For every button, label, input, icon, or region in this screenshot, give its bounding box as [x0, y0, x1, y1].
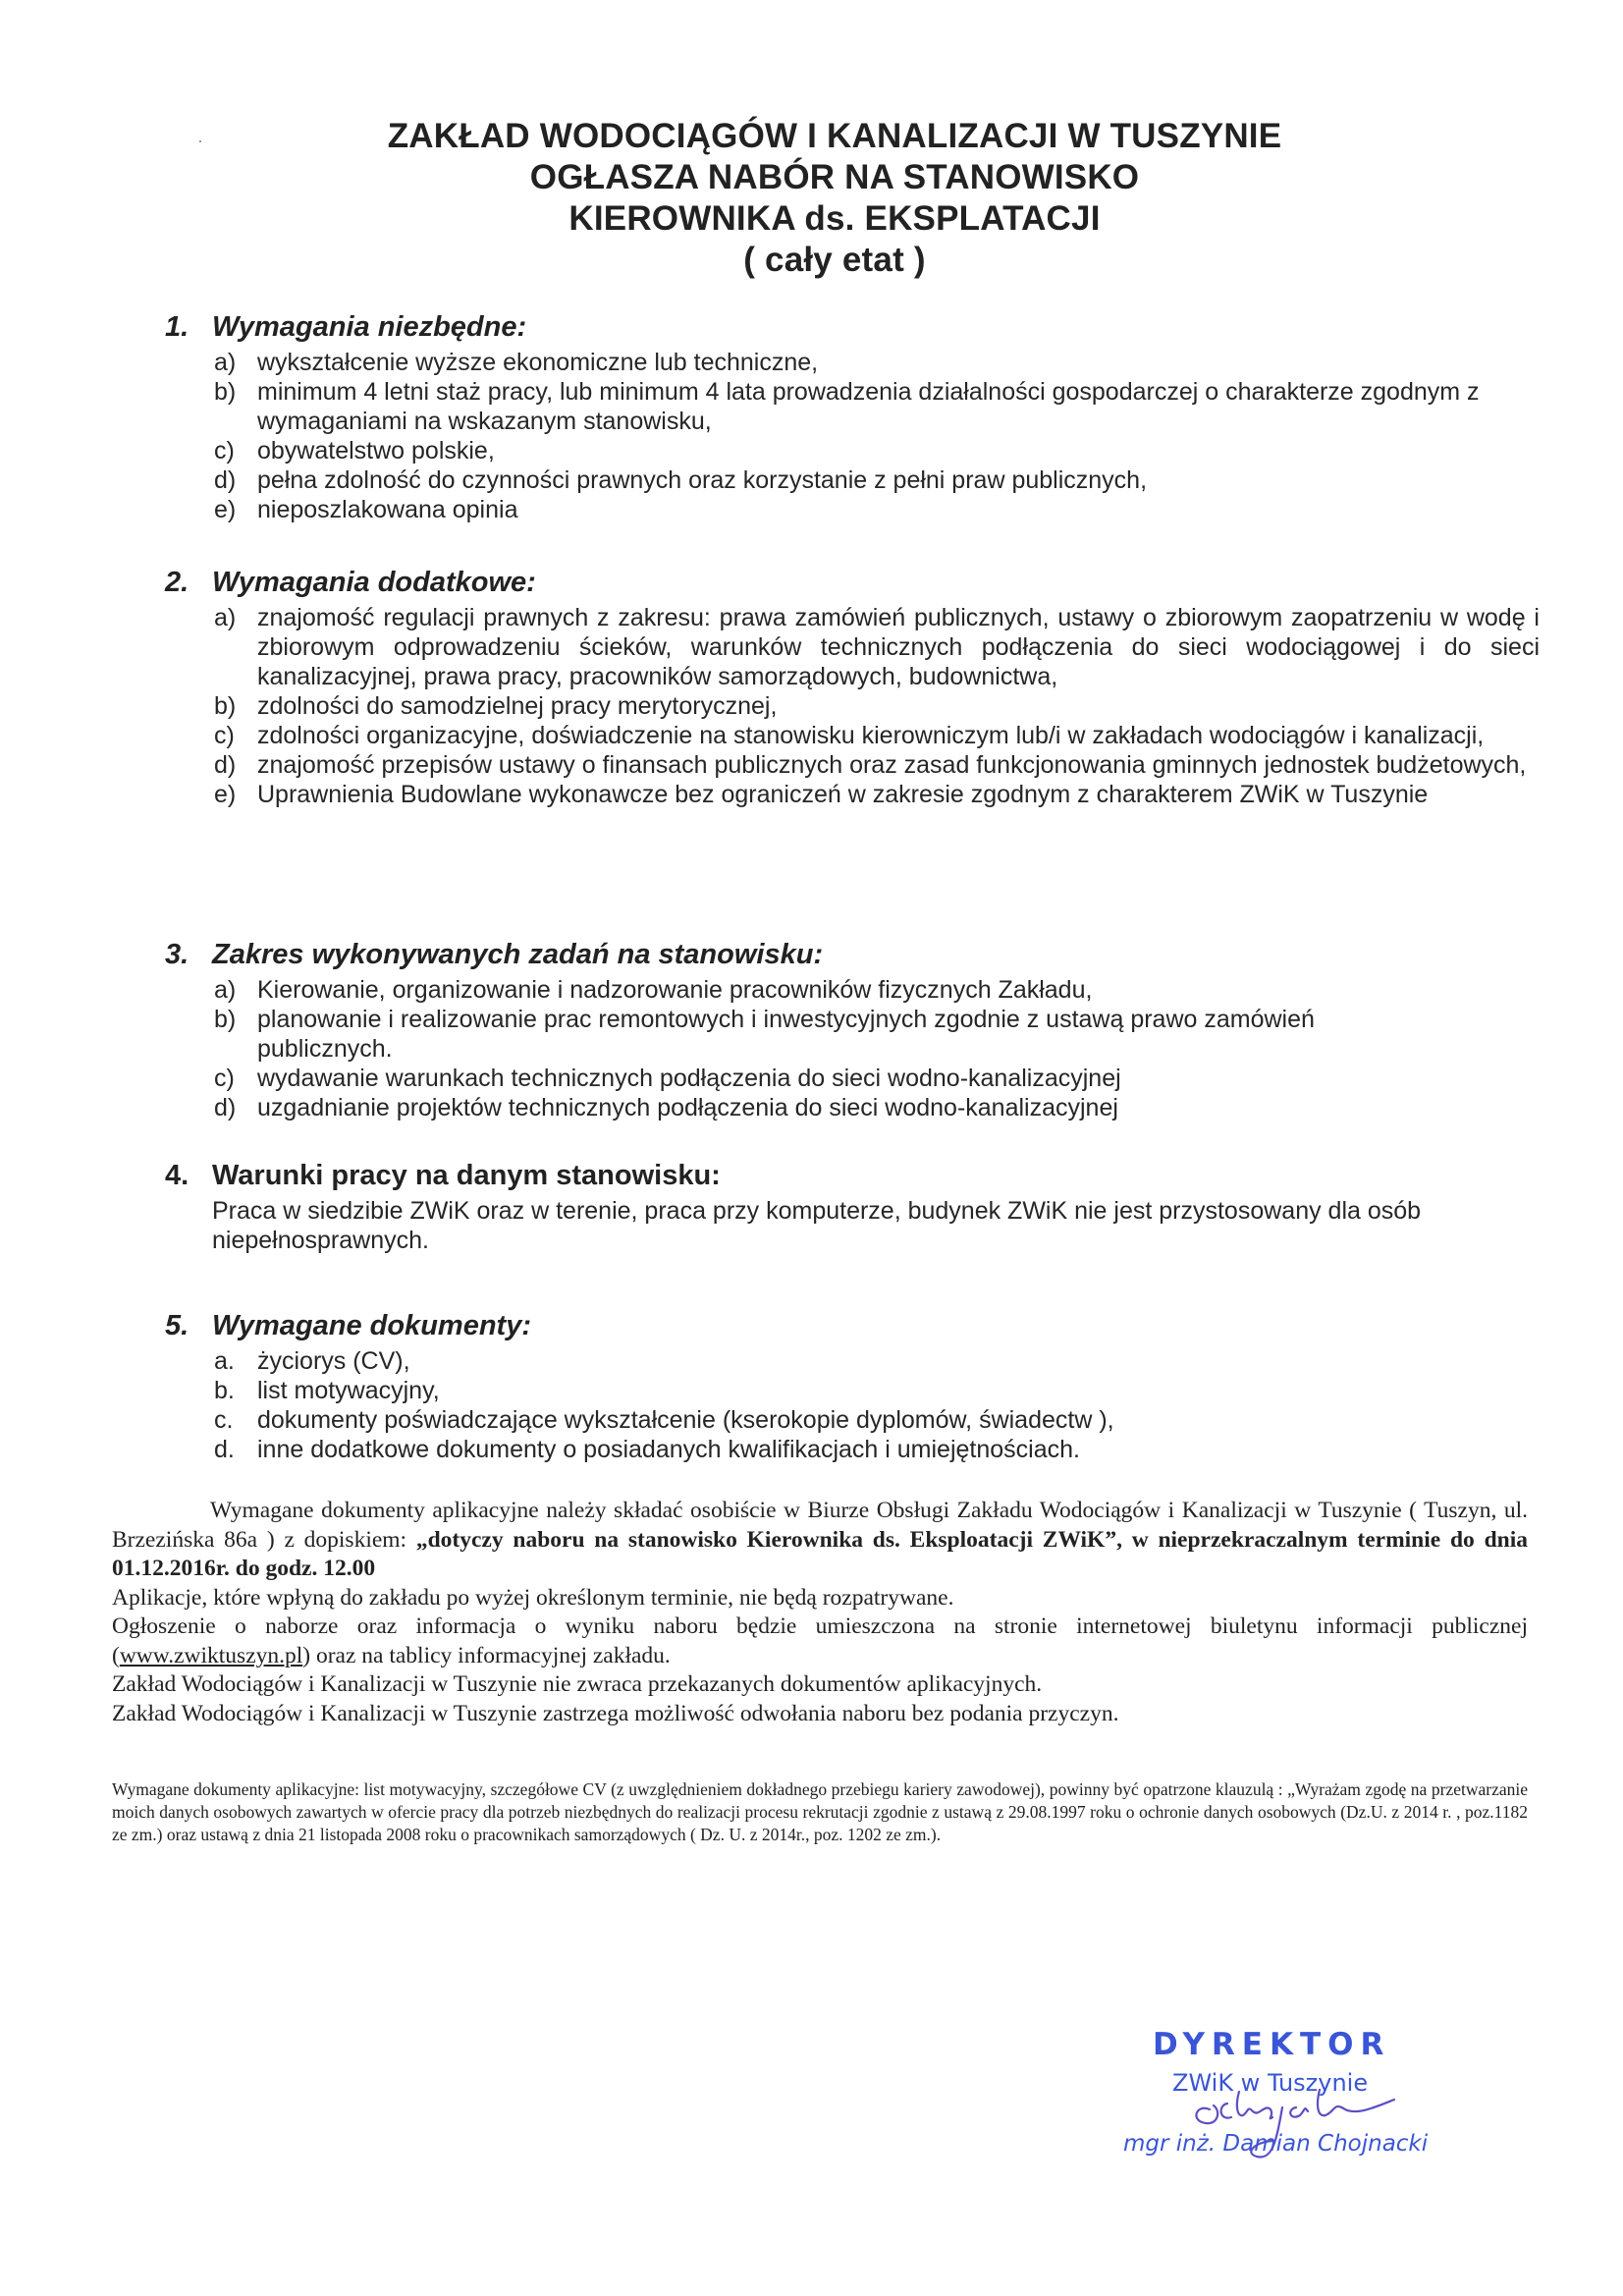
working-conditions-text: Praca w siedzibie ZWiK oraz w terenie, praca przy komputerze, budynek ZWiK nie jest przystosowany dla osób niepełnosprawnych.: [212, 1197, 1422, 1254]
submission-text: Wymagane dokumenty aplikacyjne należy składać osobiście w Biurze Obsługi Zakładu Wodociągów i Kanalizacji w Tuszynie ( Tuszyn, ul. Brzezińska 86a ) z dopiskiem:: [112, 1498, 1528, 1553]
section-required-documents: [165, 1309, 1540, 1464]
list-item: [214, 465, 1540, 495]
item-marker: d): [214, 466, 237, 494]
section-heading: [165, 310, 1540, 344]
item-text: nieposzlakowana opinia: [257, 496, 518, 523]
list-item: [214, 750, 1540, 780]
item-text: życiorys (CV),: [257, 1347, 410, 1375]
item-text: znajomość przepisów ustawy o finansach publicznych oraz zasad funkcjonowania gminnych jednostek budżetowych,: [257, 751, 1527, 779]
section-number: 5.: [165, 1310, 189, 1341]
publication-text: Ogłoszenie o naborze oraz informacja o wyniku naboru będzie umieszczona na stronie internetowej biuletynu informacji publicznej (: [112, 1613, 1528, 1668]
list-item: [214, 780, 1540, 809]
section-heading: [165, 938, 1540, 971]
section-additional-qualifications: [165, 566, 1540, 809]
list-item: [214, 1064, 1441, 1093]
item-marker: c): [214, 1065, 235, 1092]
item-text: list motywacyjny,: [257, 1377, 440, 1404]
title-line-2: OGŁASZA NABÓR NA STANOWISKO: [529, 158, 1140, 196]
title-line-3: KIEROWNIKA ds. EKSPLATACJI: [568, 199, 1101, 238]
section-heading: [165, 1309, 1540, 1342]
item-text: pełna zdolność do czynności prawnych oraz korzystanie z pełni praw publicznych,: [257, 466, 1148, 494]
item-text: wydawanie warunkach technicznych podłączenia do sieci wodno-kanalizacyjnej: [257, 1065, 1121, 1092]
item-text: inne dodatkowe dokumenty o posiadanych kwalifikacjach i umiejętnościach.: [257, 1436, 1080, 1463]
item-text: zdolności organizacyjne, doświadczenie na stanowisku kierowniczym lub/i w zakładach wodociągów i kanalizacji,: [257, 722, 1485, 749]
list-item: [214, 1346, 1540, 1376]
section-number: 1.: [165, 311, 189, 343]
list-item: [214, 1435, 1540, 1464]
section-number: 2.: [165, 567, 189, 598]
item-text: uzgadnianie projektów technicznych podłączenia do sieci wodno-kanalizacyjnej: [257, 1094, 1118, 1121]
item-text: planowanie i realizowanie prac remontowych i inwestycyjnych zgodnie z ustawą prawo zamówień publicznych.: [257, 1006, 1315, 1063]
list-item: [214, 975, 1441, 1005]
section-title: Warunki pracy na danym stanowisku:: [212, 1160, 721, 1191]
item-list: [214, 348, 1540, 524]
section-number: 3.: [165, 939, 189, 970]
item-marker: d.: [214, 1436, 235, 1463]
section-title: Zakres wykonywanych zadań na stanowisku:: [212, 939, 824, 970]
list-item: [214, 691, 1540, 721]
submission-deadline: „dotyczy naboru na stanowisko Kierownika ds. Eksploatacji ZWiK”, w nieprzekraczalnym terminie do dnia 01.12.2016r. do godz. 12.00: [112, 1526, 1528, 1581]
item-marker: d): [214, 1094, 237, 1121]
list-item: [214, 495, 1540, 524]
list-item: [214, 1093, 1441, 1122]
list-item: [214, 1005, 1441, 1064]
item-text: dokumenty poświadczające wykształcenie (kserokopie dyplomów, świadectw ),: [257, 1406, 1114, 1434]
item-marker: a.: [214, 1347, 235, 1375]
section-working-conditions: [165, 1159, 1540, 1255]
list-item: [214, 436, 1540, 465]
section-heading: [165, 1159, 1540, 1192]
item-text: wykształcenie wyższe ekonomiczne lub techniczne,: [257, 349, 819, 376]
website-link[interactable]: www.zwiktuszyn.pl: [119, 1642, 303, 1668]
section-number: 4.: [165, 1160, 189, 1191]
item-text: Kierowanie, organizowanie i nadzorowanie pracowników fizycznych Zakładu,: [257, 976, 1093, 1004]
no-return-note: Zakład Wodociągów i Kanalizacji w Tuszynie nie zwraca przekazanych dokumentów aplikacyjnych.: [112, 1671, 1043, 1697]
item-list: [214, 1346, 1540, 1464]
section-title: Wymagania dodatkowe:: [212, 567, 536, 598]
item-list: [214, 975, 1441, 1122]
item-marker: b.: [214, 1377, 235, 1404]
submission-paragraph: [112, 1497, 1528, 1584]
list-item: [214, 1376, 1540, 1405]
item-marker: a): [214, 349, 237, 376]
stamp-title: DYREKTOR: [1153, 2027, 1391, 2062]
list-item: [214, 377, 1540, 436]
section-job-duties: [165, 938, 1540, 1122]
section-title: Wymagane dokumenty:: [212, 1310, 531, 1341]
item-marker: a): [214, 976, 237, 1004]
item-list: [214, 603, 1540, 809]
publication-paragraph: [112, 1613, 1528, 1670]
consent-clause-footnote: Wymagane dokumenty aplikacyjne: list motywacyjny, szczegółowe CV (z uwzględnieniem dokładnego przebiegu kariery zawodowej), powinny być opatrzone klauzulą : „Wyrażam zgodę na przetwarzanie moich danych osobowych zawartych w ofercie pracy dla potrzeb niezbędnych do realizacji procesu rekrutacji zgodnie z ustawą z 29.08.1997 roku o ochronie danych osobowych (Dz.U. z 2014 r. , poz.1182 ze zm.) oraz ustawą z dnia 21 listopada 2008 roku o pracownikach samorządowych ( Dz. U. z 2014r., poz. 1202 ze zm.).: [112, 1779, 1528, 1844]
section-heading: [165, 566, 1540, 599]
stamp-signatory-name: mgr inż. Damian Chojnacki: [1123, 2131, 1429, 2157]
list-item: [214, 721, 1540, 750]
item-marker: c): [214, 722, 235, 749]
item-text: zdolności do samodzielnej pracy merytorycznej,: [257, 692, 778, 720]
document-title: [295, 116, 1375, 281]
item-marker: e): [214, 496, 237, 523]
handwritten-signature-icon: [1188, 2082, 1424, 2170]
item-text: obywatelstwo polskie,: [257, 437, 495, 465]
item-text: znajomość regulacji prawnych z zakresu: prawa zamówień publicznych, ustawy o zbiorowym zaopatrzeniu w wodę i zbiorowym odprowadzeniu ścieków, warunków technicznych podłączenia do sieci wodociągowej i do sieci kanalizacyjnej, prawa pracy, pracowników samorządowych, budownictwa,: [257, 604, 1540, 690]
item-text: Uprawnienia Budowlane wykonawcze bez ograniczeń w zakresie zgodnym z charakterem ZWiK w Tuszynie: [257, 781, 1429, 808]
list-item: [214, 1405, 1540, 1435]
stamp-organization: ZWiK w Tuszynie: [1172, 2069, 1369, 2097]
director-stamp: [1109, 2013, 1483, 2180]
application-instructions: [112, 1497, 1528, 1728]
scan-artifact: [199, 140, 201, 142]
section-title: Wymagania niezbędne:: [212, 311, 527, 343]
item-marker: c.: [214, 1406, 234, 1434]
title-line-4: ( cały etat ): [743, 241, 926, 279]
item-marker: c): [214, 437, 235, 465]
item-marker: b): [214, 692, 237, 720]
item-marker: d): [214, 751, 237, 779]
item-marker: a): [214, 604, 237, 631]
section-required-qualifications: [165, 310, 1540, 524]
cancellation-note: Zakład Wodociągów i Kanalizacji w Tuszynie zastrzega możliwość odwołania naboru bez podania przyczyn.: [112, 1700, 1119, 1726]
item-marker: b): [214, 378, 237, 406]
item-marker: b): [214, 1006, 237, 1033]
title-line-1: ZAKŁAD WODOCIĄGÓW I KANALIZACJI W TUSZYNIE: [387, 117, 1282, 155]
publication-text-end: ) oraz na tablicy informacyjnej zakładu.: [302, 1642, 671, 1668]
list-item: [214, 348, 1540, 377]
item-marker: e): [214, 781, 237, 808]
list-item: [214, 603, 1540, 691]
late-applications-note: Aplikacje, które wpłyną do zakładu po wyżej określonym terminie, nie będą rozpatrywane.: [112, 1584, 954, 1611]
item-text: minimum 4 letni staż pracy, lub minimum 4 lata prowadzenia działalności gospodarczej o charakterze zgodnym z wymaganiami na wskazanym stanowisku,: [257, 378, 1480, 435]
